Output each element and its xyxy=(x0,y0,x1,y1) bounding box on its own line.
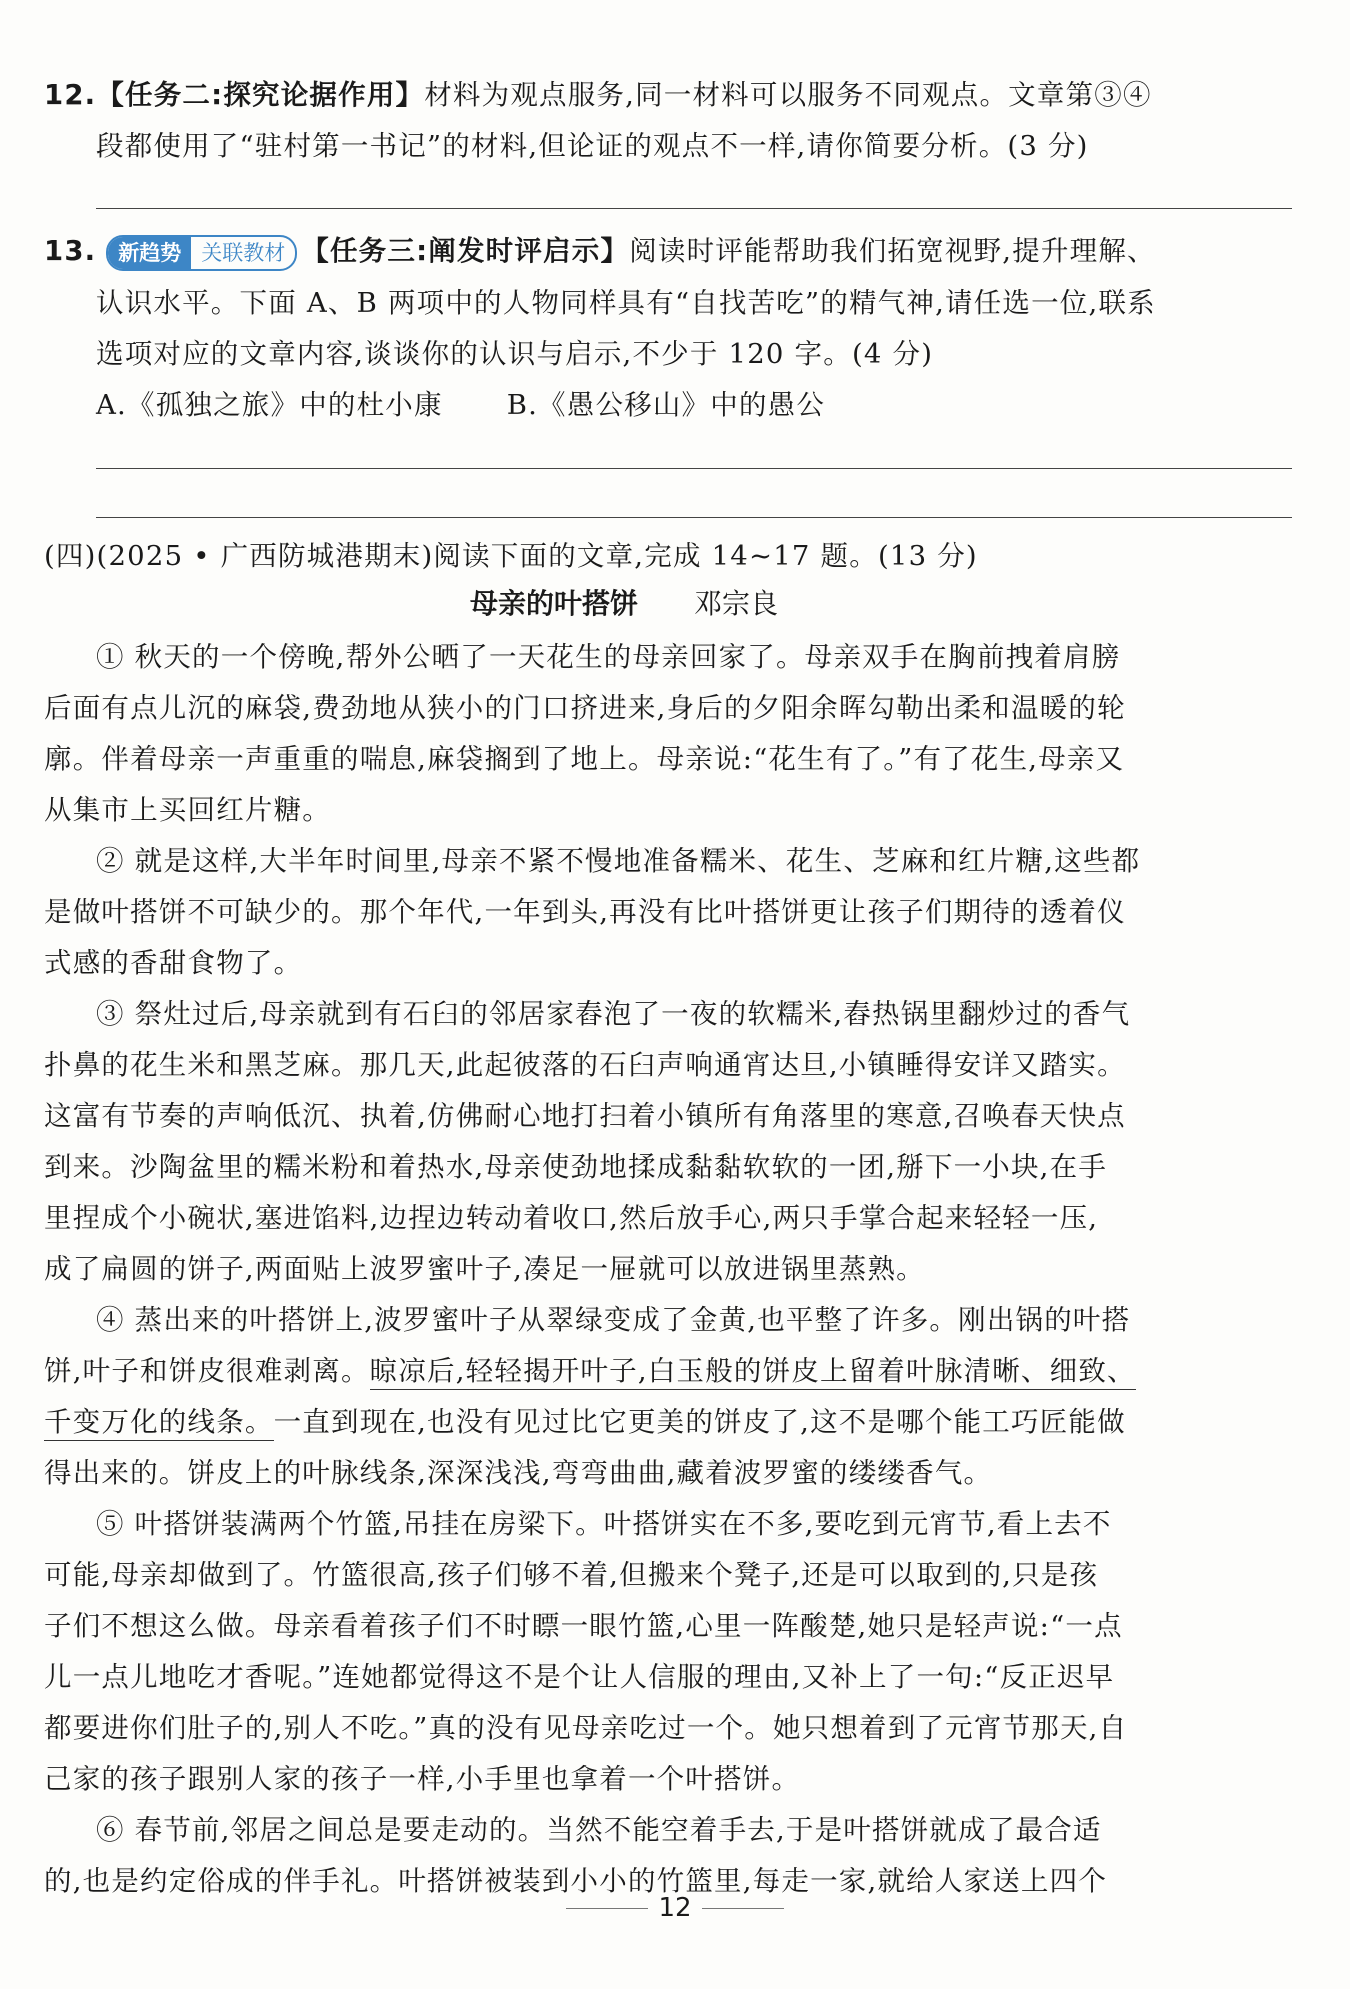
q13-line-3: 选项对应的文章内容,谈谈你的认识与启示,不少于 120 字。(4 分) xyxy=(96,338,934,370)
passage-line: 都要进你们肚子的,别人不吃。”真的没有见母亲吃过一个。她只想着到了元宵节那天,自 xyxy=(44,1712,1128,1744)
passage-line: 成了扁圆的饼子,两面贴上波罗蜜叶子,凑足一屉就可以放进锅里蒸熟。 xyxy=(44,1253,925,1285)
passage-author: 邓宗良 xyxy=(694,587,779,620)
passage-line: 饼,叶子和饼皮很难剥离。晾凉后,轻轻揭开叶子,白玉般的饼皮上留着叶脉清晰、细致、 xyxy=(44,1348,1306,1388)
passage-line: 是做叶搭饼不可缺少的。那个年代,一年到头,再没有比叶搭饼更让孩子们期待的透着仪 xyxy=(44,896,1126,928)
new-trend-badge: 新趋势 关联教材 xyxy=(106,235,297,271)
q12-text: 材料为观点服务,同一材料可以服务不同观点。文章第③④ xyxy=(424,79,1152,111)
page-footer xyxy=(0,1893,1350,1923)
passage-line: ⑥ 春节前,邻居之间总是要走动的。当然不能空着手去,于是叶搭饼就成了最合适 xyxy=(96,1814,1102,1846)
q13-line-2: 认识水平。下面 A、B 两项中的人物同样具有“自找苦吃”的精气神,请任选一位,联系 xyxy=(96,287,1156,319)
q12-answer-line[interactable] xyxy=(96,208,1292,209)
passage-line: 己家的孩子跟别人家的孩子一样,小手里也拿着一个叶搭饼。 xyxy=(44,1763,801,1795)
q13-line-1 xyxy=(44,228,1306,271)
passage-line: ③ 祭灶过后,母亲就到有石臼的邻居家舂泡了一夜的软糯米,舂热锅里翻炒过的香气 xyxy=(96,998,1131,1030)
q13-text: 阅读时评能帮助我们拓宽视野,提升理解、 xyxy=(629,235,1156,267)
passage-line: 子们不想这么做。母亲看着孩子们不时瞟一眼竹篮,心里一阵酸楚,她只是轻声说:“一点 xyxy=(44,1610,1123,1642)
passage-line: 这富有节奏的声响低沉、执着,仿佛耐心地打扫着小镇所有角落里的寒意,召唤春天快点 xyxy=(44,1100,1126,1132)
passage-title xyxy=(470,582,778,622)
passage-line: 儿一点儿地吃才香呢。”连她都觉得这不是个让人信服的理由,又补上了一句:“反正迟早 xyxy=(44,1661,1115,1693)
q13-option-b: B.《愚公移山》中的愚公 xyxy=(506,389,826,421)
footer-rule-left xyxy=(566,1908,648,1909)
passage-line: 的,也是约定俗成的伴手礼。叶搭饼被装到小小的竹篮里,每走一家,就给人家送上四个 xyxy=(44,1865,1108,1897)
passage-line: 到来。沙陶盆里的糯米粉和着热水,母亲使劲地揉成黏黏软软的一团,掰下一小块,在手 xyxy=(44,1151,1108,1183)
passage-line: 后面有点儿沉的麻袋,费劲地从狭小的门口挤进来,身后的夕阳余晖勾勒出柔和温暖的轮 xyxy=(44,692,1126,724)
passage-line: 里捏成个小碗状,塞进馅料,边捏边转动着收口,然后放手心,两只手掌合起来轻轻一压, xyxy=(44,1202,1099,1234)
q12-line-2: 段都使用了“驻村第一书记”的材料,但论证的观点不一样,请你简要分析。(3 分) xyxy=(96,130,1089,162)
page-number: 12 xyxy=(658,1893,692,1923)
underlined-sentence: 晾凉后,轻轻揭开叶子,白玉般的饼皮上留着叶脉清晰、细致、 xyxy=(370,1355,1136,1390)
q12-number: 12. xyxy=(44,79,97,111)
passage-line: ② 就是这样,大半年时间里,母亲不紧不慢地准备糯米、花生、芝麻和红片糖,这些都 xyxy=(96,845,1141,877)
passage-title-text: 母亲的叶搭饼 xyxy=(470,587,639,620)
q13-answer-line-1[interactable] xyxy=(96,468,1292,469)
passage-line: 千变万化的线条。一直到现在,也没有见过比它更美的饼皮了,这不是哪个能工巧匠能做 xyxy=(44,1399,1306,1439)
section-4-intro: (四)(2025 • 广西防城港期末)阅读下面的文章,完成 14~17 题。(13 分) xyxy=(44,540,978,572)
passage-line: 扑鼻的花生米和黑芝麻。那几天,此起彼落的石臼声响通宵达旦,小镇睡得安详又踏实。 xyxy=(44,1049,1126,1081)
q13-task-label: 【任务三:阐发时评启示】 xyxy=(301,235,630,267)
passage-line: 廓。伴着母亲一声重重的喘息,麻袋搁到了地上。母亲说:“花生有了。”有了花生,母亲又 xyxy=(44,743,1125,775)
passage-line: 从集市上买回红片糖。 xyxy=(44,794,331,826)
q12-task-label: 【任务二:探究论据作用】 xyxy=(96,79,425,111)
passage-line: 式感的香甜食物了。 xyxy=(44,947,303,979)
q13-options xyxy=(96,382,1350,422)
q13-option-a: A.《孤独之旅》中的杜小康 xyxy=(96,389,443,421)
passage-line: ⑤ 叶搭饼装满两个竹篮,吊挂在房梁下。叶搭饼实在不多,要吃到元宵节,看上去不 xyxy=(96,1508,1112,1540)
q13-number: 13. xyxy=(44,235,97,267)
passage-line: ① 秋天的一个傍晚,帮外公晒了一天花生的母亲回家了。母亲双手在胸前拽着肩膀 xyxy=(96,641,1121,673)
passage-line: ④ 蒸出来的叶搭饼上,波罗蜜叶子从翠绿变成了金黄,也平整了许多。刚出锅的叶搭 xyxy=(96,1304,1131,1336)
underlined-sentence: 千变万化的线条。 xyxy=(44,1406,274,1441)
q12-line-1 xyxy=(44,72,1306,112)
passage-line: 得出来的。饼皮上的叶脉线条,深深浅浅,弯弯曲曲,藏着波罗蜜的缕缕香气。 xyxy=(44,1457,993,1489)
footer-rule-right xyxy=(702,1908,784,1909)
q13-answer-line-2[interactable] xyxy=(96,517,1292,518)
passage-line: 可能,母亲却做到了。竹篮很高,孩子们够不着,但搬来个凳子,还是可以取到的,只是孩 xyxy=(44,1559,1099,1591)
